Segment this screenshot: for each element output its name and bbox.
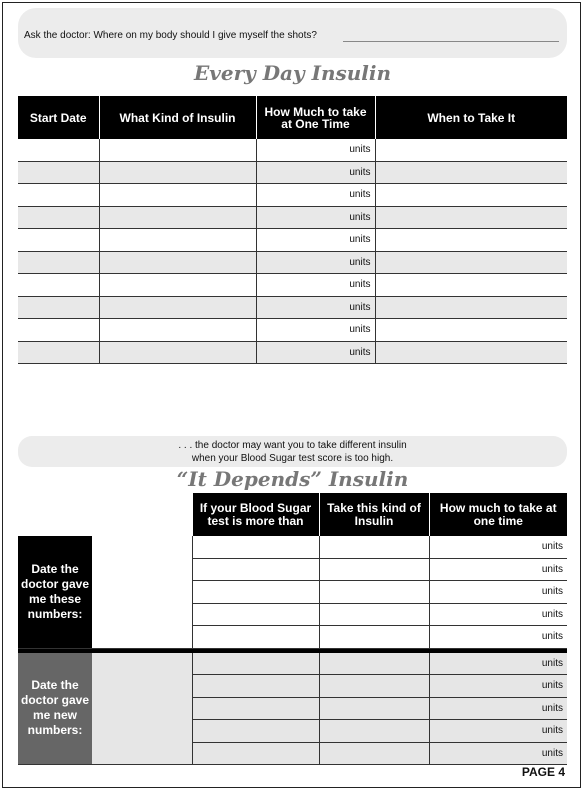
- units-cell[interactable]: units: [256, 341, 375, 364]
- everyday-row: [18, 274, 567, 297]
- col-insulin-kind: What Kind of Insulin: [99, 96, 256, 139]
- start-date-cell[interactable]: [18, 206, 99, 229]
- it-depends-title: “It Depends” Insulin: [176, 467, 409, 491]
- everyday-row: [18, 251, 567, 274]
- insulin-kind-cell[interactable]: [319, 581, 429, 604]
- when-cell[interactable]: [375, 296, 567, 319]
- everyday-row: [18, 341, 567, 364]
- when-cell[interactable]: [375, 139, 567, 161]
- insulin-kind-cell[interactable]: [319, 536, 429, 558]
- when-cell[interactable]: [375, 229, 567, 252]
- insulin-kind-cell[interactable]: [99, 296, 256, 319]
- insulin-kind-cell[interactable]: [99, 139, 256, 161]
- everyday-row: [18, 319, 567, 342]
- insulin-kind-cell[interactable]: [319, 697, 429, 720]
- insulin-kind-cell[interactable]: [319, 675, 429, 698]
- depends-row: [18, 536, 567, 558]
- start-date-cell[interactable]: [18, 274, 99, 297]
- units-cell[interactable]: units: [256, 139, 375, 161]
- ask-doctor-question: Ask the doctor: Where on my body should I give myself the shots?: [24, 30, 317, 41]
- insulin-kind-cell[interactable]: [319, 742, 429, 765]
- date-entry-cell[interactable]: [92, 536, 192, 648]
- when-cell[interactable]: [375, 184, 567, 207]
- ask-doctor-box: [18, 8, 567, 58]
- insulin-kind-cell[interactable]: [319, 558, 429, 581]
- depends-row: [18, 653, 567, 675]
- start-date-cell[interactable]: [18, 296, 99, 319]
- blood-sugar-cell[interactable]: [192, 653, 319, 675]
- note-line-2: when your Blood Sugar test score is too high.: [191, 453, 394, 464]
- insulin-kind-cell[interactable]: [319, 603, 429, 626]
- units-cell[interactable]: units: [256, 296, 375, 319]
- blood-sugar-cell[interactable]: [192, 603, 319, 626]
- blood-sugar-cell[interactable]: [192, 558, 319, 581]
- col-how-much: How Much to take at One Time: [256, 96, 375, 139]
- insulin-kind-cell[interactable]: [319, 626, 429, 649]
- units-cell[interactable]: units: [429, 581, 567, 604]
- col-amount: How much to take at one time: [429, 493, 567, 536]
- units-cell[interactable]: units: [429, 675, 567, 698]
- everyday-insulin-table: [18, 96, 567, 364]
- when-cell[interactable]: [375, 341, 567, 364]
- page-number: PAGE 4: [521, 765, 565, 779]
- start-date-cell[interactable]: [18, 184, 99, 207]
- col-kind: Take this kind of Insulin: [319, 493, 429, 536]
- start-date-cell[interactable]: [18, 341, 99, 364]
- blood-sugar-cell[interactable]: [192, 742, 319, 765]
- insulin-kind-cell[interactable]: [319, 720, 429, 743]
- these-numbers-label: Date the doctor gave me these numbers:: [18, 536, 92, 648]
- answer-line[interactable]: [343, 41, 559, 42]
- units-cell[interactable]: units: [429, 697, 567, 720]
- insulin-kind-cell[interactable]: [99, 274, 256, 297]
- units-cell[interactable]: units: [256, 184, 375, 207]
- start-date-cell[interactable]: [18, 229, 99, 252]
- units-cell[interactable]: units: [429, 626, 567, 649]
- when-cell[interactable]: [375, 251, 567, 274]
- start-date-cell[interactable]: [18, 139, 99, 161]
- everyday-insulin-title: Every Day Insulin: [193, 61, 392, 85]
- col-when: When to Take It: [375, 96, 567, 139]
- everyday-row: [18, 206, 567, 229]
- when-cell[interactable]: [375, 319, 567, 342]
- everyday-row: [18, 139, 567, 161]
- start-date-cell[interactable]: [18, 319, 99, 342]
- units-cell[interactable]: units: [256, 251, 375, 274]
- units-cell[interactable]: units: [429, 558, 567, 581]
- units-cell[interactable]: units: [256, 319, 375, 342]
- units-cell[interactable]: units: [256, 229, 375, 252]
- new-numbers-label: Date the doctor gave me new numbers:: [18, 653, 92, 765]
- units-cell[interactable]: units: [429, 742, 567, 765]
- units-cell[interactable]: units: [256, 161, 375, 184]
- units-cell[interactable]: units: [256, 206, 375, 229]
- units-cell[interactable]: units: [256, 274, 375, 297]
- header-blank: [18, 493, 192, 536]
- everyday-row: [18, 229, 567, 252]
- blood-sugar-cell[interactable]: [192, 675, 319, 698]
- insulin-kind-cell[interactable]: [99, 341, 256, 364]
- note-box: [18, 436, 567, 467]
- units-cell[interactable]: units: [429, 536, 567, 558]
- units-cell[interactable]: units: [429, 603, 567, 626]
- when-cell[interactable]: [375, 206, 567, 229]
- blood-sugar-cell[interactable]: [192, 626, 319, 649]
- insulin-kind-cell[interactable]: [99, 184, 256, 207]
- col-blood-sugar: If your Blood Sugar test is more than: [192, 493, 319, 536]
- note-line-1: . . . the doctor may want you to take different insulin: [178, 440, 407, 451]
- blood-sugar-cell[interactable]: [192, 581, 319, 604]
- everyday-row: [18, 184, 567, 207]
- insulin-kind-cell[interactable]: [319, 653, 429, 675]
- insulin-kind-cell[interactable]: [99, 251, 256, 274]
- insulin-kind-cell[interactable]: [99, 206, 256, 229]
- start-date-cell[interactable]: [18, 251, 99, 274]
- everyday-row: [18, 296, 567, 319]
- units-cell[interactable]: units: [429, 720, 567, 743]
- when-cell[interactable]: [375, 274, 567, 297]
- blood-sugar-cell[interactable]: [192, 720, 319, 743]
- blood-sugar-cell[interactable]: [192, 697, 319, 720]
- date-entry-cell[interactable]: [92, 653, 192, 765]
- blood-sugar-cell[interactable]: [192, 536, 319, 558]
- insulin-kind-cell[interactable]: [99, 319, 256, 342]
- start-date-cell[interactable]: [18, 161, 99, 184]
- everyday-row: [18, 161, 567, 184]
- when-cell[interactable]: [375, 161, 567, 184]
- col-start-date: Start Date: [18, 96, 99, 139]
- insulin-kind-cell[interactable]: [99, 229, 256, 252]
- insulin-kind-cell[interactable]: [99, 161, 256, 184]
- units-cell[interactable]: units: [429, 653, 567, 675]
- it-depends-table: [18, 493, 567, 765]
